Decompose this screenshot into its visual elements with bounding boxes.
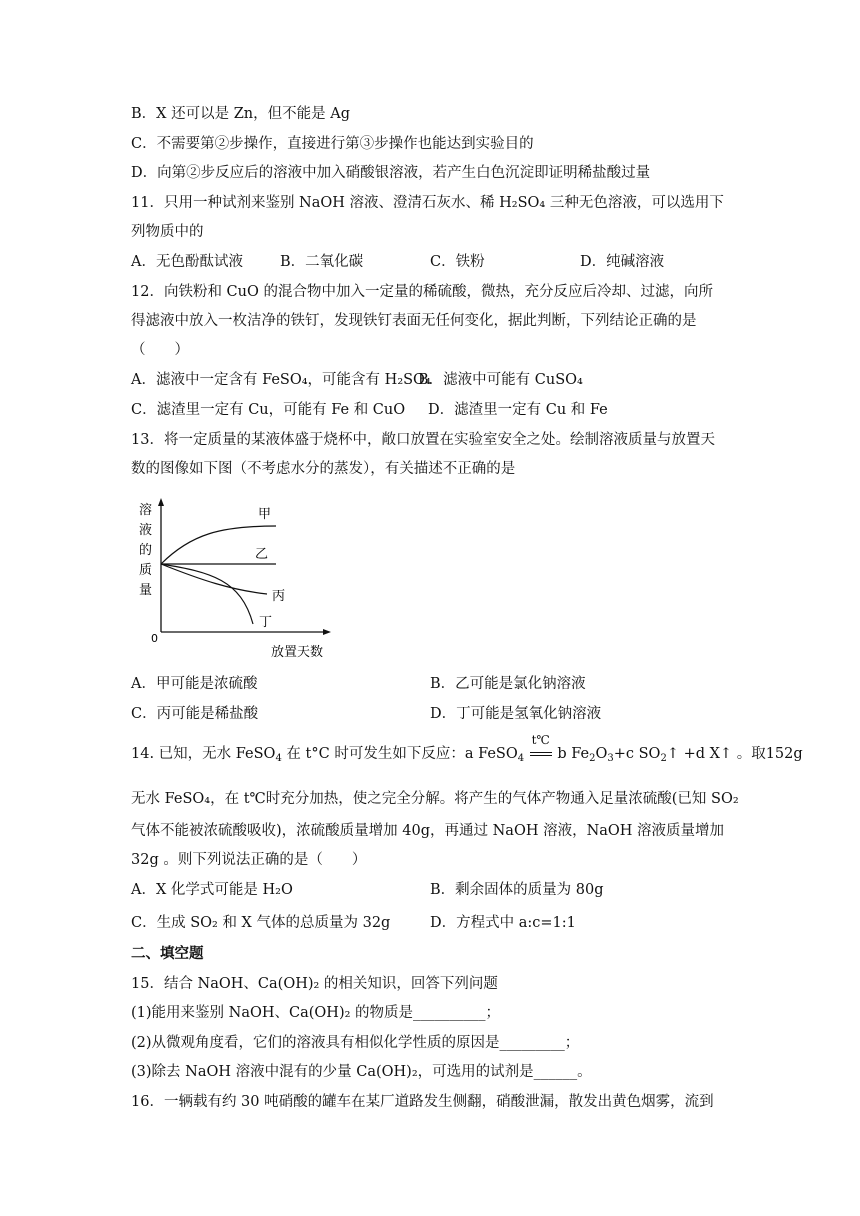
q14-text: 在 t°C 时可发生如下反应：a FeSO (281, 746, 518, 762)
q12-stem-line1: 12．向铁粉和 CuO 的混合物中加入一定量的稀硫酸，微热，充分反应后冷却、过滤，向所 (131, 284, 713, 300)
y-axis-arrow (158, 498, 164, 506)
q14-text: 14. 已知，无水 FeSO (131, 746, 276, 762)
y-label-char: 量 (139, 583, 153, 598)
subscript: 3 (607, 753, 614, 764)
q11-stem-line1: 11．只用一种试剂来鉴别 NaOH 溶液、澄清石灰水、稀 H₂SO₄ 三种无色溶液，可以选用下 (131, 195, 724, 211)
q13-option-c: C．丙可能是稀盐酸 (131, 706, 259, 722)
y-label-char: 质 (139, 563, 153, 578)
equals-sign (530, 752, 552, 756)
q14-text: +c SO (613, 746, 661, 762)
curve-ding (161, 564, 253, 624)
curve-bing (161, 564, 267, 594)
q14-text: b Fe (557, 746, 590, 762)
q11-option-b: B．二氧化碳 (280, 254, 364, 270)
q12-option-a: A．滤液中一定含有 FeSO₄，可能含有 H₂SO₄ (131, 372, 431, 388)
q12-option-d: D．滤渣里一定有 Cu 和 Fe (428, 402, 608, 418)
q14-text: O (595, 746, 608, 762)
q12-stem-line2: 得滤液中放入一枚洁净的铁钉，发现铁钉表面无任何变化，据此判断，下列结论正确的是 (131, 313, 697, 329)
curve-label-jia: 甲 (258, 507, 272, 522)
q12-option-c: C．滤渣里一定有 Cu，可能有 Fe 和 CuO (131, 402, 406, 418)
y-label-char: 的 (139, 543, 153, 558)
curve-label-ding: 丁 (259, 615, 273, 630)
q12-answer-paren: （ ） (131, 342, 189, 358)
subscript: 2 (589, 753, 596, 764)
x-axis-label: 放置天数 (271, 645, 324, 660)
q15-part3: (3)除去 NaOH 溶液中混有的少量 Ca(OH)₂，可选用的试剂是______。 (131, 1064, 592, 1080)
q10-option-d: D．向第②步反应后的溶液中加入硝酸银溶液，若产生白色沉淀即证明稀盐酸过量 (131, 165, 651, 181)
y-label-char: 溶 (139, 503, 153, 518)
q15-part1: (1)能用来鉴别 NaOH、Ca(OH)₂ 的物质是__________； (131, 1005, 501, 1021)
q13-stem-line2: 数的图像如下图（不考虑水分的蒸发），有关描述不正确的是 (131, 461, 516, 477)
q15-stem: 15．结合 NaOH、Ca(OH)₂ 的相关知识，回答下列问题 (131, 976, 498, 992)
q11-option-c: C．铁粉 (430, 254, 485, 270)
q11-stem-line2: 列物质中的 (131, 224, 204, 240)
x-axis-arrow (323, 629, 331, 635)
q11-option-a: A．无色酚酞试液 (131, 254, 243, 270)
curve-label-bing: 丙 (272, 589, 286, 604)
origin-label: 0 (151, 632, 158, 645)
q13-option-d: D．丁可能是氢氧化钠溶液 (430, 706, 602, 722)
q14-stem-line1 (131, 733, 803, 764)
q14-stem-line2: 无水 FeSO₄，在 t℃时充分加热，使之完全分解。将产生的气体产物通入足量浓硫酸(已知 SO₂ (131, 791, 739, 807)
q14-option-b: B．剩余固体的质量为 80g (430, 882, 604, 898)
q13-option-b: B．乙可能是氯化钠溶液 (430, 676, 586, 692)
q14-option-d: D．方程式中 a:c=1:1 (430, 915, 576, 931)
q14-stem-line3: 气体不能被浓硫酸吸收)，浓硫酸质量增加 40g，再通过 NaOH 溶液，NaOH 溶液质量增加 (131, 823, 725, 839)
section-heading: 二、填空题 (131, 945, 204, 962)
q13-option-a: A．甲可能是浓硫酸 (131, 676, 258, 692)
q14-option-c: C．生成 SO₂ 和 X 气体的总质量为 32g (131, 915, 391, 931)
q14-stem-line4: 32g 。则下列说法正确的是（ ） (131, 852, 367, 868)
subscript: 2 (660, 753, 667, 764)
condition-label: t℃ (531, 733, 550, 747)
subscript: 4 (517, 753, 525, 764)
q11-option-d: D．纯碱溶液 (580, 254, 665, 270)
y-label-char: 液 (139, 523, 153, 538)
solution-mass-graph (131, 496, 341, 666)
q10-option-c: C．不需要第②步操作，直接进行第③步操作也能达到实验目的 (131, 136, 534, 152)
curve-label-yi: 乙 (255, 547, 269, 562)
q12-option-b: B．滤液中可能有 CuSO₄ (418, 372, 583, 388)
reaction-condition (529, 733, 553, 764)
subscript: 4 (275, 753, 282, 764)
q13-stem-line1: 13．将一定质量的某液体盛于烧杯中，敞口放置在实验室安全之处。绘制溶液质量与放置天 (131, 432, 715, 448)
q14-option-a: A．X 化学式可能是 H₂O (131, 882, 293, 898)
q10-option-b: B．X 还可以是 Zn，但不能是 Ag (131, 106, 350, 122)
q16-stem-line1: 16．一辆载有约 30 吨硝酸的罐车在某厂道路发生侧翻，硝酸泄漏，散发出黄色烟雾，流到 (131, 1094, 714, 1110)
q14-text: ↑ +d X↑ 。取152g (666, 746, 803, 762)
q15-part2: (2)从微观角度看，它们的溶液具有相似化学性质的原因是_________； (131, 1035, 580, 1051)
